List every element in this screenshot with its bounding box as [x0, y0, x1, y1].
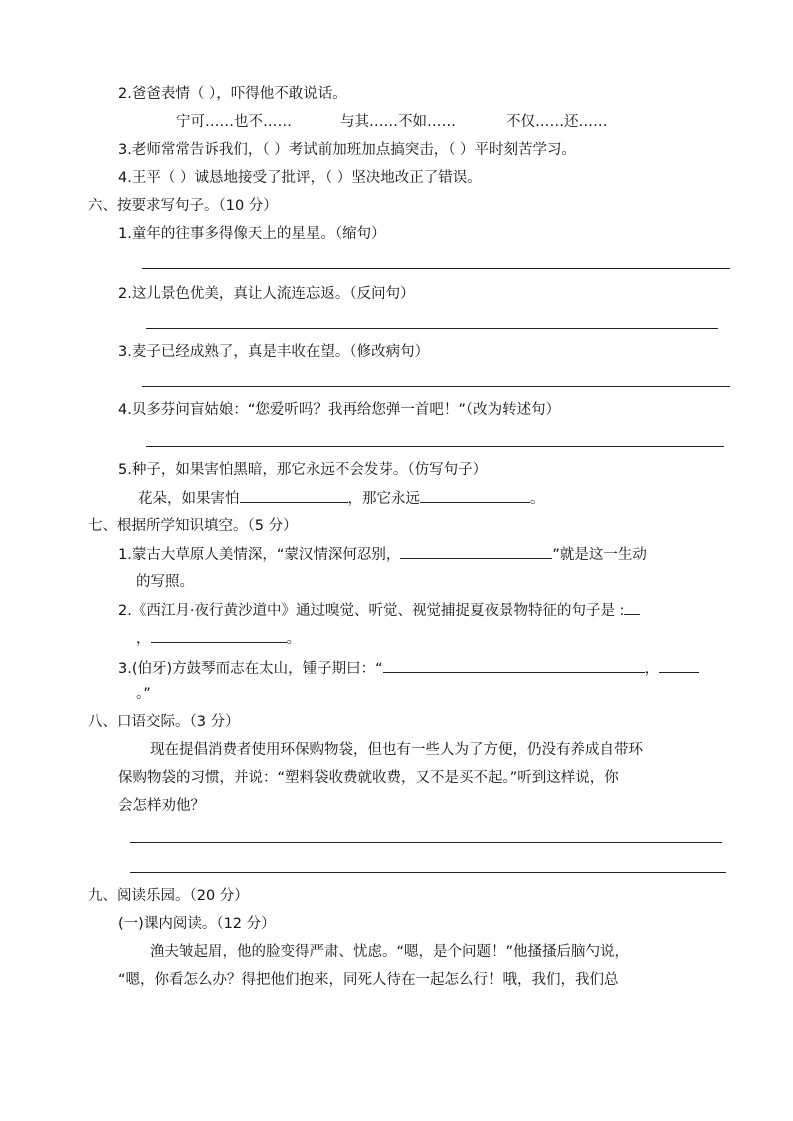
s7-q3: [118, 658, 699, 679]
option-1: 宁可……也不……: [176, 114, 292, 130]
s8-para-line-2: 保购物袋的习惯，并说：“塑料袋收费就收费，又不是买不起。”听到这样说，你: [118, 770, 619, 786]
section-9-heading: 九、阅读乐园。（20 分）: [88, 888, 249, 904]
s6-q5-part-c: 。: [530, 491, 545, 507]
word-options: [176, 112, 608, 132]
s7-q3-cont: 。”: [136, 686, 151, 702]
s7-q3-blank-1[interactable]: [383, 658, 645, 673]
section-6-heading: 六、按要求写句子。（10 分）: [88, 198, 278, 214]
s6-q5-part-a: 花朵，如果害怕: [138, 491, 240, 507]
q5-line4: 4.王平（ ）诚恳地接受了批评，（ ）坚决地改正了错误。: [118, 170, 482, 186]
s9-para-line-1: 渔夫皱起眉，他的脸变得严肃、忧虑。“嗯，是个问题！”他搔搔后脑勺说，: [150, 944, 630, 960]
s7-q2-part-a: 2.《西江月·夜行黄沙道中》通过嗅觉、听觉、视觉捕捉夏夜景物特征的句子是 :: [118, 603, 625, 619]
s7-q3-part-a: 3.(伯牙)方鼓琴而志在太山，锺子期曰：“: [118, 661, 383, 677]
s7-q2-cont: [136, 628, 301, 649]
s9-para-line-2: “嗯，你看怎么办？得把他们抱来，同死人待在一起怎么行！哦，我们，我们总: [118, 972, 619, 988]
s7-q2-blank-1[interactable]: [624, 600, 640, 615]
s6-q2: 2.这儿景色优美，真让人流连忘返。（反问句）: [118, 286, 415, 302]
s7-q2: [118, 600, 640, 621]
section-8-heading: 八、口语交际。（3 分）: [88, 714, 240, 730]
s6-q1: 1.童年的往事多得像天上的星星。（缩句）: [118, 226, 386, 242]
s6-q5: 5.种子，如果害怕黑暗，那它永远不会发芽。（仿写句子）: [118, 462, 488, 478]
s7-q3-blank-2[interactable]: [659, 658, 699, 673]
s8-para-line-1: 现在提倡消费者使用环保购物袋，但也有一些人为了方便，仍没有养成自带环: [150, 742, 643, 758]
s6-q5-imitation: [138, 488, 545, 509]
q5-line3: 3.老师常常告诉我们，（ ）考试前加班加点搞突击，（ ）平时刻苦学习。: [118, 142, 577, 158]
s7-q1-part-a: 1.蒙古大草原人美情深，“蒙汉情深何忍别，: [118, 547, 401, 563]
option-2: 与其……不如……: [340, 114, 456, 130]
s6-q3-answer-line[interactable]: [142, 386, 730, 387]
s6-q5-blank-1[interactable]: [240, 488, 348, 503]
s7-q1-cont: 的写照。: [136, 574, 194, 590]
s9-subheading: (一)课内阅读。（12 分）: [118, 916, 276, 932]
s6-q3: 3.麦子已经成熟了，真是丰收在望。（修改病句）: [118, 344, 430, 360]
s7-q2-part-b: ，: [136, 631, 151, 647]
s6-q5-part-b: ，那它永远: [347, 491, 420, 507]
s8-answer-line-1[interactable]: [130, 842, 722, 843]
s8-para-line-3: 会怎样劝他？: [118, 798, 205, 814]
s7-q3-part-b: ，: [644, 661, 660, 677]
option-3: 不仅……还……: [506, 114, 608, 130]
s7-q1: [118, 544, 647, 565]
s7-q2-part-c: 。: [286, 631, 301, 647]
s6-q2-answer-line[interactable]: [146, 328, 718, 329]
s7-q1-part-b: ”就是这一生动: [552, 547, 647, 563]
s8-answer-line-2[interactable]: [130, 872, 726, 873]
q5-line2: 2.爸爸表情（ ），吓得他不敢说话。: [118, 86, 347, 102]
s7-q1-blank[interactable]: [400, 544, 552, 559]
section-7-heading: 七、根据所学知识填空。（5 分）: [88, 518, 298, 534]
s6-q5-blank-2[interactable]: [420, 488, 530, 503]
s7-q2-blank-2[interactable]: [151, 628, 287, 643]
s6-q1-answer-line[interactable]: [142, 268, 730, 269]
s6-q4-answer-line[interactable]: [146, 446, 724, 447]
s6-q4: 4.贝多芬问盲姑娘：“您爱听吗？我再给您弹一首吧！”（改为转述句）: [118, 402, 561, 418]
